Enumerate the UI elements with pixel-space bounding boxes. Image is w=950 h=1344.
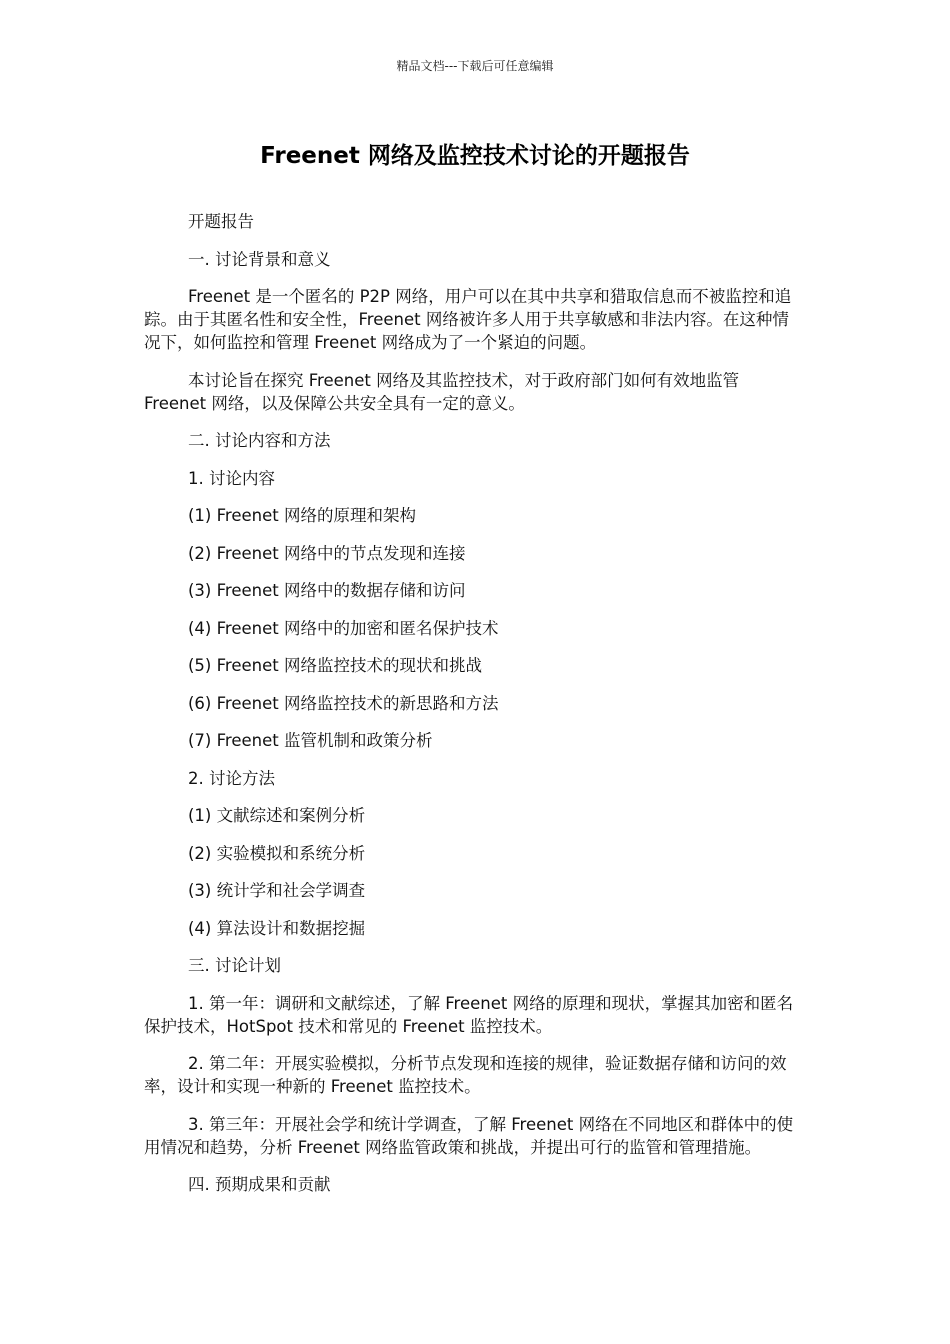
list-item: (1) Freenet 网络的原理和架构 (188, 506, 416, 525)
page-header: 精品文档---下载后可任意编辑 (396, 59, 554, 73)
list-item: (4) 算法设计和数据挖掘 (188, 918, 366, 938)
paragraph: Freenet 是一个匿名的 P2P 网络，用户可以在其中共享和猎取信息而不被监控和追踪。由于其匿名性和安全性，Freenet 网络被许多人用于共享敏感和非法内容。在这种情况下，如何监控和管理 Freenet 网络成为了一个紧迫的问题。 (144, 287, 792, 352)
section-heading: 四. 预期成果和贡献 (188, 1175, 331, 1194)
list-item: (3) Freenet 网络中的数据存储和访问 (188, 581, 466, 600)
paragraph: 开题报告 (188, 212, 254, 231)
list-item: (2) Freenet 网络中的节点发现和连接 (188, 543, 466, 563)
list-item: (5) Freenet 网络监控技术的现状和挑战 (188, 656, 482, 675)
list-item: (4) Freenet 网络中的加密和匿名保护技术 (188, 618, 499, 638)
document-title: Freenet 网络及监控技术讨论的开题报告 (260, 143, 690, 169)
section-heading: 三. 讨论计划 (188, 956, 281, 975)
paragraph: 本讨论旨在探究 Freenet 网络及其监控技术，对于政府部门如何有效地监管 Freenet 网络，以及保障公共安全具有一定的意义。 (144, 370, 740, 413)
list-item: (1) 文献综述和案例分析 (188, 806, 366, 825)
plan-item: 3. 第三年：开展社会学和统计学调查，了解 Freenet 网络在不同地区和群体中的使用情况和趋势，分析 Freenet 网络监管政策和挑战，并提出可行的监管和管理措施。 (144, 1114, 794, 1157)
list-item: (7) Freenet 监管机制和政策分析 (188, 731, 433, 750)
document-body (144, 210, 802, 1211)
list-item: (2) 实验模拟和系统分析 (188, 843, 366, 863)
subsection-heading: 1. 讨论内容 (188, 468, 275, 488)
list-item: (3) 统计学和社会学调查 (188, 881, 366, 900)
plan-item: 2. 第二年：开展实验模拟，分析节点发现和连接的规律，验证数据存储和访问的效率，设计和实现一种新的 Freenet 监控技术。 (144, 1054, 787, 1096)
section-heading: 二. 讨论内容和方法 (188, 431, 331, 450)
list-item: (6) Freenet 网络监控技术的新思路和方法 (188, 693, 499, 713)
subsection-heading: 2. 讨论方法 (188, 768, 275, 788)
section-heading: 一. 讨论背景和意义 (188, 249, 331, 269)
plan-item: 1. 第一年：调研和文献综述，了解 Freenet 网络的原理和现状，掌握其加密和匿名保护技术，HotSpot 技术和常见的 Freenet 监控技术。 (144, 993, 794, 1036)
